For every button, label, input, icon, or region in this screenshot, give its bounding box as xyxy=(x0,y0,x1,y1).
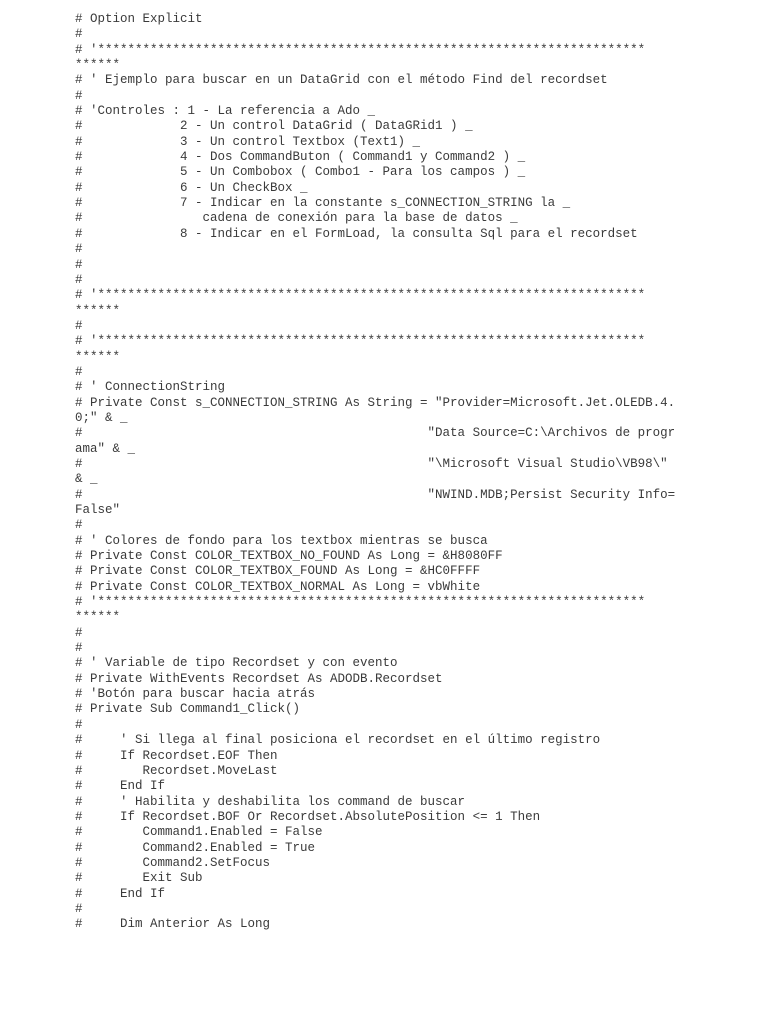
code-line: # xyxy=(75,518,83,533)
code-line: # Option Explicit xyxy=(75,12,203,26)
code-line: # 3 - Un control Textbox (Text1) _ xyxy=(75,134,421,149)
code-line: # "NWIND.MDB;Persist Security Info= xyxy=(75,487,675,502)
code-line: # xyxy=(75,318,83,333)
code-line: # xyxy=(75,257,83,272)
code-line: # cadena de conexión para la base de datos _ xyxy=(75,211,518,226)
code-line: ****** xyxy=(75,58,121,73)
code-line: # 2 - Un control DataGrid ( DataGRid1 ) _ xyxy=(75,119,473,134)
code-line: # xyxy=(75,272,83,287)
code-line: # 8 - Indicar en el FormLoad, la consulta Sql para el recordset xyxy=(75,226,638,241)
code-line: 0;" & _ xyxy=(75,410,128,425)
code-line: # 'Controles : 1 - La referencia a Ado _ xyxy=(75,104,376,119)
code-line: # xyxy=(75,717,83,732)
code-line: # xyxy=(75,88,83,103)
code-line: # xyxy=(75,27,83,42)
code-line: # xyxy=(75,364,83,379)
code-line: # 7 - Indicar en la constante s_CONNECTION_STRING la _ xyxy=(75,196,571,211)
code-line: # '************************************************************************* xyxy=(75,288,646,303)
code-line: # Private Sub Command1_Click() xyxy=(75,702,301,717)
code-line: # '************************************************************************* xyxy=(75,334,646,349)
code-line: # End If xyxy=(75,779,166,794)
code-listing xyxy=(75,12,675,933)
code-line: # ' Habilita y deshabilita los command de buscar xyxy=(75,794,466,809)
code-line: # Recordset.MoveLast xyxy=(75,763,278,778)
code-line: # Command2.SetFocus xyxy=(75,855,271,870)
code-line: # Private Const s_CONNECTION_STRING As String = "Provider=Microsoft.Jet.OLEDB.4. xyxy=(75,395,675,410)
code-line: # Private Const COLOR_TEXTBOX_NORMAL As Long = vbWhite xyxy=(75,579,481,594)
code-line: # 'Botón para buscar hacia atrás xyxy=(75,687,316,702)
code-line: # If Recordset.BOF Or Recordset.AbsolutePosition <= 1 Then xyxy=(75,809,541,824)
code-line: ****** xyxy=(75,349,121,364)
code-line: # "\Microsoft Visual Studio\VB98\" xyxy=(75,456,668,471)
code-line: # '************************************************************************* xyxy=(75,42,646,57)
code-line: ****** xyxy=(75,610,121,625)
code-line: # Command2.Enabled = True xyxy=(75,840,316,855)
code-line: # xyxy=(75,242,83,257)
code-line: # Dim Anterior As Long xyxy=(75,917,271,932)
code-line: # Private WithEvents Recordset As ADODB.Recordset xyxy=(75,671,443,686)
code-line: ama" & _ xyxy=(75,441,136,456)
code-line: # Command1.Enabled = False xyxy=(75,825,323,840)
code-line: # 6 - Un CheckBox _ xyxy=(75,180,308,195)
code-line: # xyxy=(75,625,83,640)
code-line: # xyxy=(75,641,83,656)
code-line: # End If xyxy=(75,886,166,901)
code-line: # If Recordset.EOF Then xyxy=(75,748,278,763)
code-line: # ' Ejemplo para buscar en un DataGrid con el método Find del recordset xyxy=(75,73,608,88)
code-line: # ' Variable de tipo Recordset y con evento xyxy=(75,656,398,671)
code-line: # '************************************************************************* xyxy=(75,595,646,610)
code-line: # "Data Source=C:\Archivos de progr xyxy=(75,426,675,441)
code-line: # ' Colores de fondo para los textbox mientras se busca xyxy=(75,533,488,548)
code-line: ****** xyxy=(75,303,121,318)
code-line: False" xyxy=(75,503,121,517)
code-line: # ' ConnectionString xyxy=(75,380,226,395)
code-line: # Private Const COLOR_TEXTBOX_FOUND As Long = &HC0FFFF xyxy=(75,564,481,579)
code-line: # Exit Sub xyxy=(75,871,203,886)
code-line: # Private Const COLOR_TEXTBOX_NO_FOUND As Long = &H8080FF xyxy=(75,549,503,564)
code-line: # xyxy=(75,901,83,916)
code-line: & _ xyxy=(75,472,98,487)
code-line: # 5 - Un Combobox ( Combo1 - Para los campos ) _ xyxy=(75,165,526,180)
code-line: # 4 - Dos CommandButon ( Command1 y Command2 ) _ xyxy=(75,150,526,165)
code-line: # ' Si llega al final posiciona el recordset en el último registro xyxy=(75,733,601,748)
